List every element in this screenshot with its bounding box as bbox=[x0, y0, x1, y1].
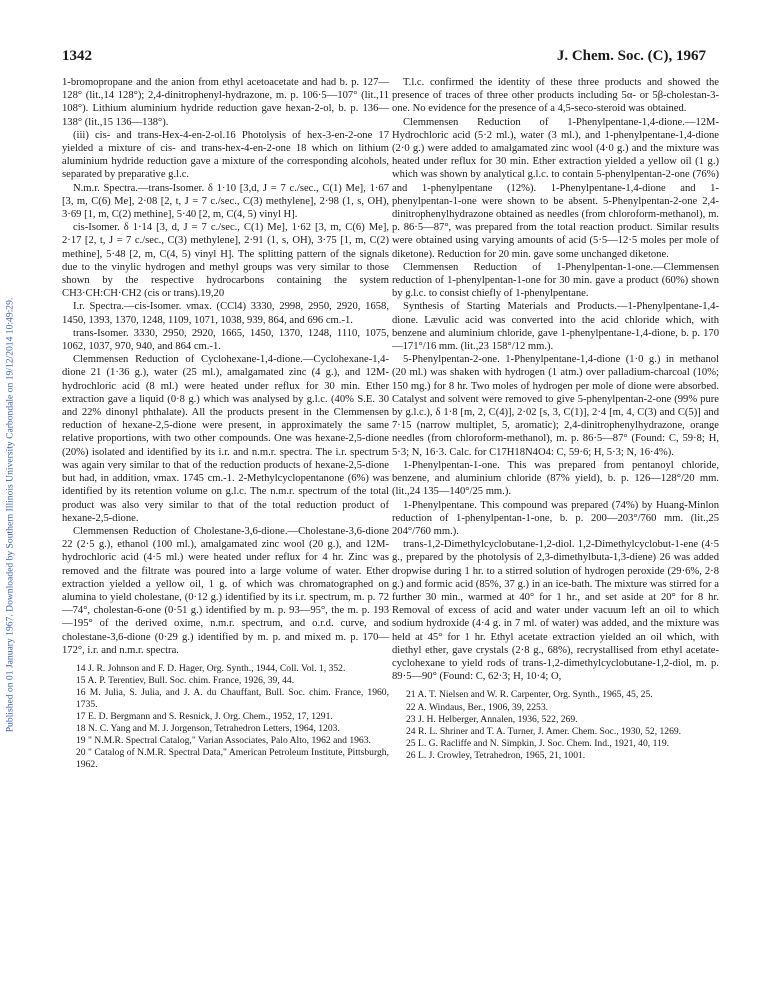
download-notice-text: Published on 01 January 1967. Downloaded by Southern Illinois University Carbondale on 19/12/2014 10:49:29. bbox=[4, 297, 16, 733]
right-column bbox=[392, 76, 719, 763]
footnote: 16 M. Julia, S. Julia, and J. A. du Chauffant, Bull. Soc. chim. France, 1960, 1735. bbox=[76, 687, 389, 710]
paragraph: Clemmensen Reduction of 1-Phenylpentan-1-one.—Clemmensen reduction of 1-phenylpentan-1-one for 30 min. gave a product (60%) shown by g.l.c. to consist chiefly of 1-phenylpentane. bbox=[392, 261, 719, 300]
paragraph: N.m.r. Spectra.—trans-Isomer. δ 1·10 [3,d, J = 7 c./sec., C(1) Me], 1·67 [3, m, C(6) Me], 2·08 [2, t, J = 7 c./sec., C(3) methylene], 2·98 (1, s, OH), 3·69 [1, m, C(2) methine], 5·40 [2, m, C(4, 5) vinyl H]. bbox=[62, 182, 389, 221]
footnote: 26 L. J. Crowley, Tetrahedron, 1965, 21, 1001. bbox=[406, 750, 586, 762]
footnote: 24 R. L. Shriner and T. A. Turner, J. Amer. Chem. Soc., 1930, 52, 1269. bbox=[406, 725, 682, 737]
paragraph: 5-Phenylpentan-2-one. 1-Phenylpentane-1,4-dione (1·0 g.) in methanol (20 ml.) was shaken with hydrogen (1 atm.) over palladium-charcoal (10%; 150 mg.) for 8 hr. Two moles of hydrogen per mole of dione were absorbed. Catalyst and solvent were removed to give 5-phenylpentan-2-one (99% pure by g.l.c.), δ 1·8 [m, 2, C(4)], 2·02 [s, 3, C(1)], 2·4 [m, 4, C(3) and C(5)] and 7·15 (narrow multiplet, 5, aromatic); 2,4-dinitrophenylhydrazone, orange needles (from chloroform-methanol), m. p. 86·5—87° (Found: C, 59·8; H, 5·3; N, 16·3. Calc. for C17H18N4O4: C, 59·6; H, 5·3; N, 16·4%). bbox=[392, 354, 719, 458]
footnote: 14 J. R. Johnson and F. D. Hager, Org. Synth., 1944, Coll. Vol. 1, 352. bbox=[76, 662, 346, 674]
page-number: 1342 bbox=[62, 48, 92, 64]
paragraph: Clemmensen Reduction of Cholestane-3,6-dione.—Cholestane-3,6-dione 22 (2·5 g.), ethanol (100 ml.), amalgamated zinc wool (20 g.), and 12M-hydrochloric acid (4·5 ml.) were heated under reflux for 4 hr. Zinc was removed and the filtrate was poured into a large volume of water. Ether extraction yielded a yellow oil, 1 g. of which was chromatographed on alumina to yield cholestane, (0·12 g.) identified by its i.r. spectrum, m. p. 72—74°, cholestan-6-one (0·51 g.) identified by m. p. 93—95°, the m. p. 193—195° of the derived oxime, n.m.r. spectrum, and o.r.d. curve, and cholestane-3,6-dione (0·29 g.) identified by m. p. and mixed m. p. 170—172°, i.r. and n.m.r. spectra. bbox=[62, 525, 389, 656]
paragraph: (iii) cis- and trans-Hex-4-en-2-ol.16 Photolysis of hex-3-en-2-one 17 yielded a mixture of cis- and trans-hex-4-en-2-one 18 which on lithium aluminium hydride reduction gave a mixture of the corresponding alcohols, separated by preparative g.l.c. bbox=[62, 129, 389, 181]
paragraph: 1-Phenylpentan-1-one. This was prepared from pentanoyl chloride, benzene, and aluminium chloride (87% yield), b. p. 126—128°/20 mm. (lit.,24 135—140°/25 mm.). bbox=[392, 459, 719, 498]
paragraph: trans-1,2-Dimethylcyclobutane-1,2-diol. 1,2-Dimethylcyclobut-1-ene (4·5 g., prepared by the photolysis of 2,3-dimethylbuta-1,3-diene) 26 was added dropwise during 1 hr. to a stirred solution of hydrogen peroxide (29·6%, 2·8 g.) and formic acid (85%, 37 g.) in an ice-bath. The mixture was stirred for a further 30 min., warmed at 40° for 1 hr., and set aside at 20° for 8 hr. Removal of excess of acid and water under vacuum left an oil to which sodium hydroxide (4·4 g. in 7 ml. of water) was added, and the mixture was held at 45° for 1 hr. Ethyl acetate extraction yielded an oil which, with diethyl ether, gave crystals (2·8 g., 68%), recrystallised from ethyl acetate-cyclohexane to yield rods of trans-1,2-dimethylcyclobutane-1,2-diol, m. p. 89·5—90° (Found: C, 62·3; H, 10·4; O, bbox=[392, 539, 719, 683]
footnote: 25 L. G. Racliffe and N. Simpkin, J. Soc. Chem. Ind., 1921, 40, 119. bbox=[406, 738, 670, 750]
footnote: 19 " N.M.R. Spectral Catalog," Varian Associates, Palo Alto, 1962 and 1963. bbox=[76, 735, 371, 747]
paragraph: T.l.c. confirmed the identity of these three products and showed the presence of traces of three other products including 5α- or 5β-cholestan-3-one. No evidence for the presence of a 4,5-seco-steroid was obtained. bbox=[392, 77, 719, 115]
paragraph: Synthesis of Starting Materials and Products.—1-Phenylpentane-1,4-dione. Lævulic acid was converted into the acid chloride which, with benzene and aluminium chloride, gave 1-phenylpentane-1,4-dione, b. p. 170—171°/16 mm. (lit.,23 158°/12 mm.). bbox=[392, 301, 719, 353]
paragraph: Clemmensen Reduction of Cyclohexane-1,4-dione.—Cyclohexane-1,4-dione 21 (1·36 g.), water (25 ml.), amalgamated zinc (4 g.), and 12M-hydrochloric acid (8 ml.) were heated under reflux for 30 min. Ether extraction gave a liquid (0·8 g.) which was analysed by g.l.c. (40% S.E. 30 and 22% dinonyl phthalate). All the products present in the Clemmensen reduction of hexane-2,5-dione were present, in approximately the same relative proportions, with two other compounds. One was hexane-2,5-dione (20%) isolated and identified by its i.r. and n.m.r. spectra. The i.r. spectrum was again very similar to that of the reduction products of hexane-2,5-dione but had, in addition, νmax. 1745 cm.-1. 2-Methylcyclopentanone (6%) was identified by its retention volume on g.l.c. The n.m.r. spectrum of the total product was also very similar to that of the total reduction product of hexane-2,5-dione. bbox=[62, 354, 389, 524]
footnote: 21 A. T. Nielsen and W. R. Carpenter, Org. Synth., 1965, 45, 25. bbox=[406, 689, 653, 701]
paragraph: 1-Phenylpentane. This compound was prepared (74%) by Huang-Minlon reduction of 1-phenylpentan-1-one, b. p. 200—203°/760 mm. (lit.,25 204°/760 mm.). bbox=[392, 499, 719, 537]
footnote: 17 E. D. Bergmann and S. Resnick, J. Org. Chem., 1952, 17, 1291. bbox=[76, 710, 333, 722]
paragraph: I.r. Spectra.—cis-Isomer. νmax. (CCl4) 3330, 2998, 2950, 2920, 1658, 1450, 1393, 1370, 1248, 1109, 1071, 1038, 939, 864, and 696 cm.-1. bbox=[62, 301, 389, 326]
footnote: 18 N. C. Yang and M. J. Jorgenson, Tetrahedron Letters, 1964, 1203. bbox=[76, 722, 340, 734]
paragraph: 1-bromopropane and the anion from ethyl acetoacetate and had b. p. 127—128° (lit.,14 128°); 2,4-dinitrophenyl-hydrazone, m. p. 106·5—107° (lit.,11 108°). Lithium aluminium hydride reduction gave hexan-2-ol, b. p. 136—138° (lit.,15 136—138°). bbox=[62, 77, 389, 128]
footnote: 23 J. H. Helberger, Annalen, 1936, 522, 269. bbox=[406, 713, 578, 725]
footnote: 22 A. Windaus, Ber., 1906, 39, 2253. bbox=[406, 701, 549, 713]
journal-citation: J. Chem. Soc. (C), 1967 bbox=[556, 48, 706, 64]
footnote: 20 " Catalog of N.M.R. Spectral Data," American Petroleum Institute, Pittsburgh, 1962. bbox=[76, 747, 389, 770]
paragraph: Clemmensen Reduction of 1-Phenylpentane-1,4-dione.—12M-Hydrochloric acid (5·2 ml.), water (3 ml.), and 1-phenylpentane-1,4-dione (2·0 g.) were added to amalgamated zinc wool (4·0 g.) and the mixture was heated under reflux for 30 min. Ether extraction yielded a yellow oil (1 g.) which was shown by analytical g.l.c. to contain 5-phenylpentan-2-one (76%) and 1-phenylpentane (12%). 1-Phenylpentane-1,4-dione and 1-phenylpentan-1-one were shown to be absent. 5-Phenylpentan-2-one 2,4-dinitrophenylhydrazone obtained as needles (from chloroform-methanol), m. p. 86·5—87°, was prepared from the total reaction product. Similar results were obtained using varying amounts of acid (5·5—12·5 moles per mole of diketone). Reduction for 20 min. gave some unchanged diketone. bbox=[392, 116, 719, 260]
paragraph: cis-Isomer. δ 1·14 [3, d, J = 7 c./sec., C(1) Me], 1·62 [3, m, C(6) Me], 2·17 [2, t, J = 7 c./sec., C(3) methylene], 2·91 (1, s, OH), 3·75 [1, m, C(2) methine], 5·48 [2, m, C(4, 5) vinyl H]. The splitting pattern of the signals due to the vinylic hydrogen and methyl groups was very similar to those shown by the respective hydrocarbons containing the system CH3·CH:CH·CH2 (cis or trans).19,20 bbox=[62, 222, 389, 300]
footnotes-right bbox=[392, 689, 719, 761]
footnote: 15 A. P. Terentiev, Bull. Soc. chim. France, 1926, 39, 44. bbox=[76, 675, 295, 687]
download-notice bbox=[2, 40, 18, 990]
left-column bbox=[62, 76, 389, 771]
paragraph: trans-Isomer. 3330, 2950, 2920, 1665, 1450, 1370, 1248, 1110, 1075, 1062, 1037, 970, 940, and 864 cm.-1. bbox=[62, 327, 389, 353]
footnotes-left bbox=[62, 663, 389, 770]
